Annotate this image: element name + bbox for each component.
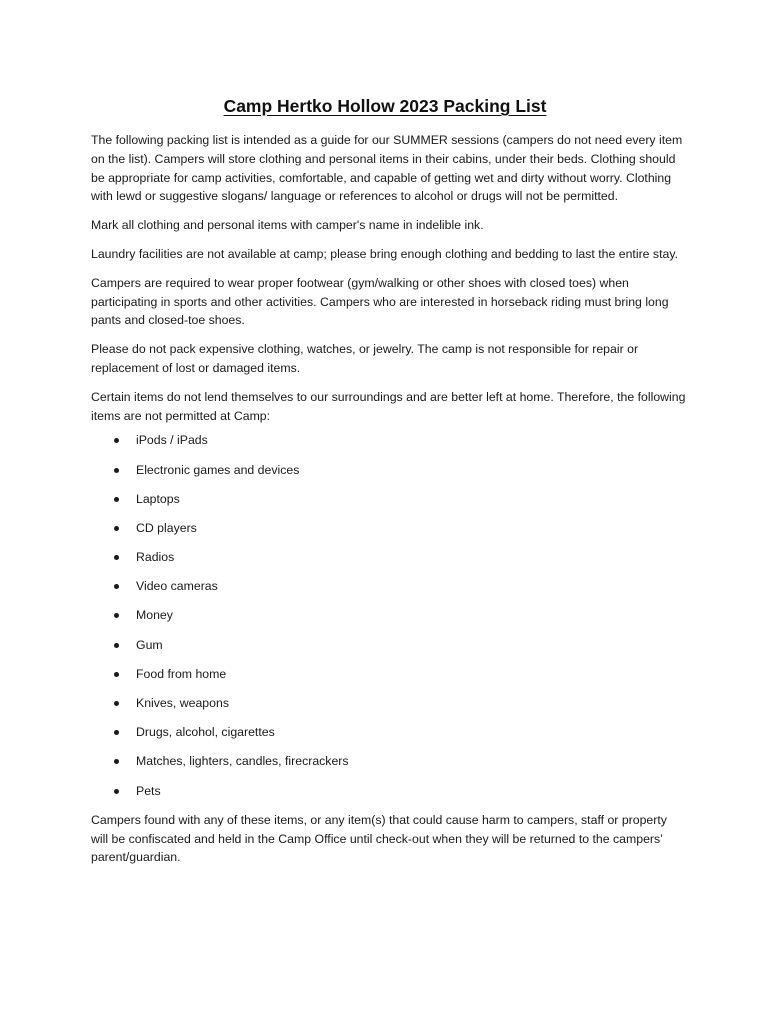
bullet-icon <box>114 526 119 531</box>
valuables-paragraph: Please do not pack expensive clothing, watches, or jewelry. The camp is not responsible for repair or replacement of lost or damaged items. <box>91 342 639 375</box>
list-item-text: Laptops <box>136 491 180 506</box>
bullet-icon <box>114 759 119 764</box>
list-item-text: Pets <box>136 783 161 798</box>
list-item <box>91 694 687 723</box>
list-item-text: Drugs, alcohol, cigarettes <box>136 725 275 740</box>
footwear-paragraph: Campers are required to wear proper footwear (gym/walking or other shoes with closed toes) when participating in sports and other activities. Campers who are interested in horseback riding must bring long pants and closed-toe shoes. <box>91 275 669 328</box>
bullet-icon <box>114 789 119 794</box>
bullet-icon <box>114 643 119 648</box>
list-item <box>91 723 687 752</box>
bullet-icon <box>114 730 119 735</box>
confiscation-paragraph: Campers found with any of these items, or any item(s) that could cause harm to campers, staff or property will be confiscated and held in the Camp Office until check-out when they will be returned to the campers’ parent/guardian. <box>91 812 667 865</box>
list-item <box>91 431 687 460</box>
list-item-text: Video cameras <box>136 579 218 594</box>
list-item-text: Food from home <box>136 666 227 681</box>
bullet-icon <box>114 555 119 560</box>
list-item <box>91 577 687 606</box>
intro-paragraph: The following packing list is intended as a guide for our SUMMER sessions (campers do not need every item on the list). Campers will store clothing and personal items in their cabins, under their beds. Clothing should be appropriate for camp activities, comfortable, and capable of getting wet and dirty without worry. Clothing with lewd or suggestive slogans/ language or references to alcohol or drugs will not be permitted. <box>91 133 683 204</box>
bullet-icon <box>114 701 119 706</box>
labeling-paragraph: Mark all clothing and personal items with camper's name in indelible ink. <box>91 218 484 233</box>
list-item <box>91 519 687 548</box>
document-title: Camp Hertko Hollow 2023 Packing List <box>223 96 547 116</box>
list-item-text: Gum <box>136 637 163 652</box>
not-permitted-list <box>91 431 687 810</box>
list-item-text: Knives, weapons <box>136 696 229 711</box>
list-item-text: Money <box>136 608 173 623</box>
laundry-paragraph: Laundry facilities are not available at camp; please bring enough clothing and bedding to last the entire stay. <box>91 246 678 261</box>
list-item <box>91 636 687 665</box>
bullet-icon <box>114 497 119 502</box>
list-item <box>91 782 687 811</box>
list-item <box>91 752 687 781</box>
list-item <box>91 461 687 490</box>
list-item-text: Radios <box>136 550 175 565</box>
bullet-icon <box>114 672 119 677</box>
bullet-icon <box>114 584 119 589</box>
list-item-text: Electronic games and devices <box>136 462 300 477</box>
list-item-text: CD players <box>136 520 197 535</box>
list-item <box>91 665 687 694</box>
bullet-icon <box>114 468 119 473</box>
prohibited-intro-paragraph: Certain items do not lend themselves to our surroundings and are better left at home. Therefore, the following items are not permitted at Camp: <box>91 389 686 423</box>
list-item <box>91 606 687 635</box>
list-item-text: Matches, lighters, candles, firecrackers <box>136 754 349 769</box>
bullet-icon <box>114 438 119 443</box>
list-item-text: iPods / iPads <box>136 433 208 448</box>
document-body <box>91 131 687 867</box>
list-item <box>91 490 687 519</box>
list-item <box>91 548 687 577</box>
bullet-icon <box>114 613 119 618</box>
